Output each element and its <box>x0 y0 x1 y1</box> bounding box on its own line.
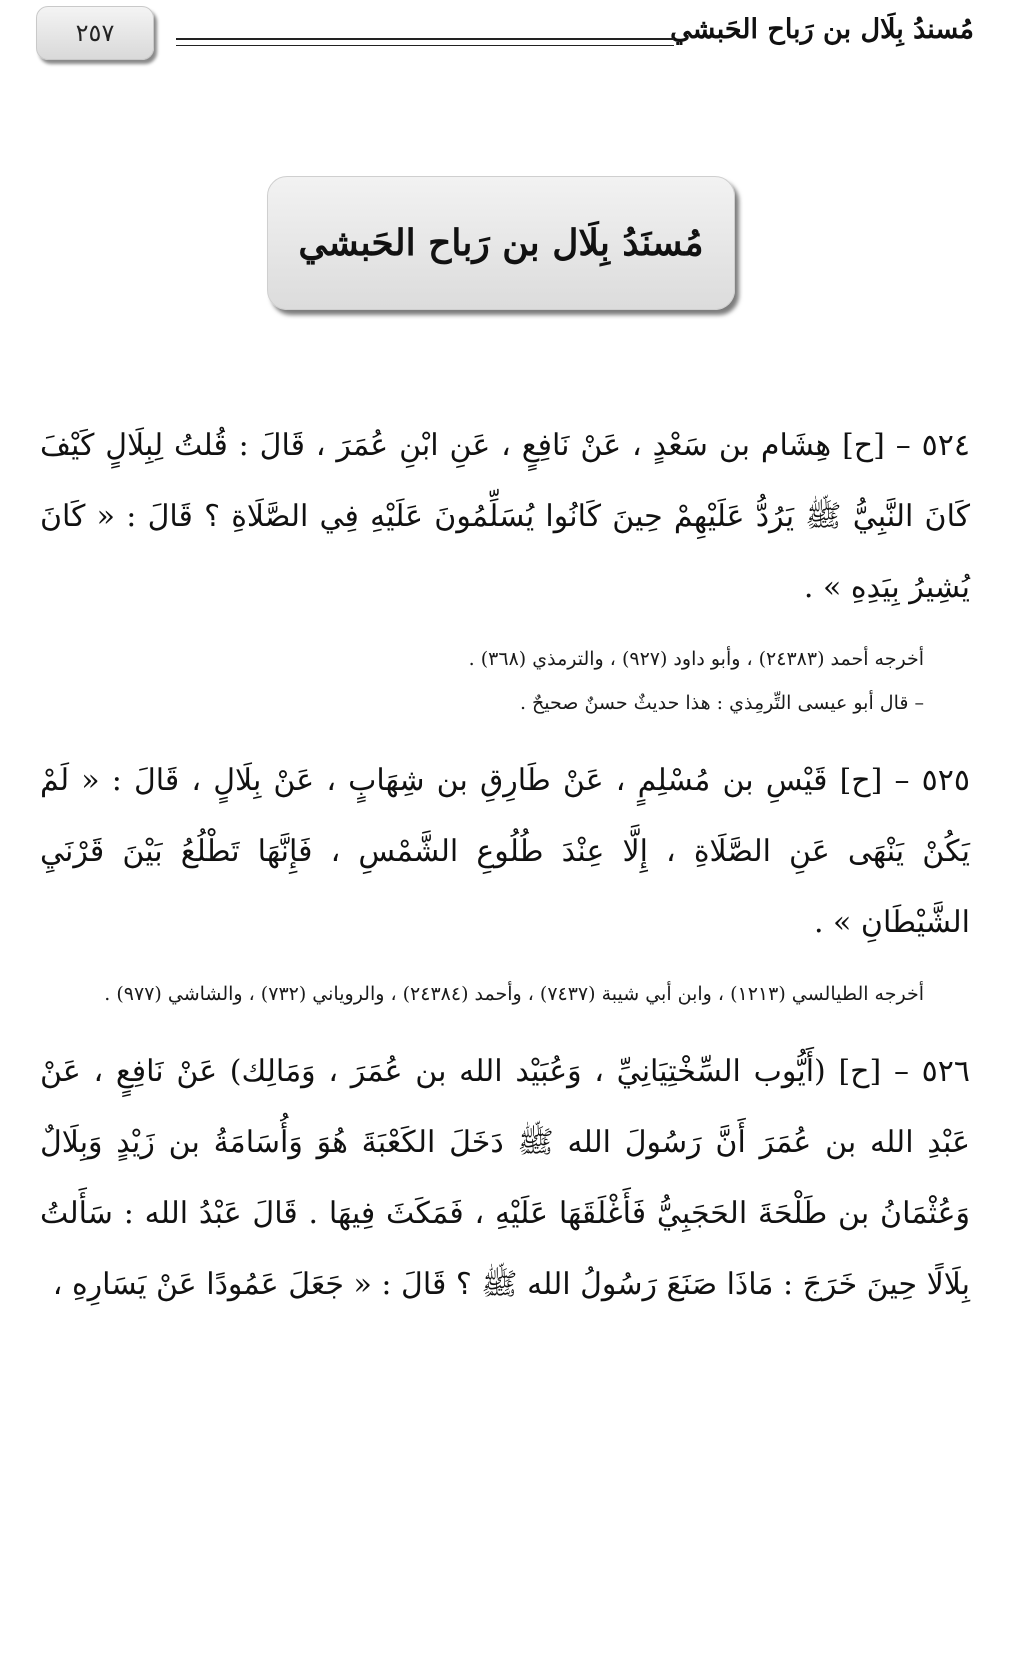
section-title: مُسنَدُ بِلَال بن رَباح الحَبشي <box>298 222 704 264</box>
hadith-text: [ح] قَيْسِ بن مُسْلِمٍ ، عَنْ طَارِقِ بن شِهَابٍ ، عَنْ بِلَالٍ ، قَالَ : « لَمْ يَكُنْ يَنْهَى عَنِ الصَّلَاةِ ، إِلَّا عِنْدَ طُلُوعِ الشَّمْسِ ، فَإِنَّهَا تَطْلُعُ بَيْنَ قَرْنَيِ الشَّيْطَانِ » . <box>40 763 970 940</box>
hadith-524 <box>40 410 970 623</box>
takhrij-line: أخرجه أحمد (٢٤٣٨٣) ، وأبو داود (٩٢٧) ، والترمذي (٣٦٨) . <box>468 648 924 670</box>
hadith-526 <box>40 1036 970 1320</box>
page-content <box>40 410 970 1320</box>
running-header <box>36 6 974 60</box>
hadith-text: [ح] (أَيُّوب السِّخْتِيَانِيِّ ، وَعُبَيْد الله بن عُمَرَ ، وَمَالِك) عَنْ نَافِعٍ ، عَنْ عَبْدِ الله بن عُمَرَ أَنَّ رَسُولَ الله ﷺ دَخَلَ الكَعْبَةَ هُوَ وَأُسَامَةُ بن زَيْدٍ وَبِلَالٌ وَعُثْمَانُ بن طَلْحَةَ الحَجَبِيُّ فَأَغْلَقَهَا عَلَيْهِ ، فَمَكَثَ فِيهَا . قَالَ عَبْدُ الله : سَأَلتُ بِلَالًا حِينَ خَرَجَ : مَاذَا صَنَعَ رَسُولُ الله ﷺ ؟ قَالَ : « جَعَلَ عَمُودًا عَنْ يَسَارِهِ ، <box>40 1054 970 1302</box>
hadith-number: ٥٢٥ – <box>894 763 971 798</box>
header-rule <box>176 38 674 46</box>
section-title-box <box>267 176 735 310</box>
hadith-text: [ح] هِشَام بن سَعْدٍ ، عَنْ نَافِعٍ ، عَنِ ابْنِ عُمَرَ ، قَالَ : قُلتُ لِبِلَالٍ كَيْفَ كَانَ النَّبِيُّ ﷺ يَرُدُّ عَلَيْهِمْ حِينَ كَانُوا يُسَلِّمُونَ عَلَيْهِ فِي الصَّلَاةِ ؟ قَالَ : « كَانَ يُشِيرُ بِيَدِهِ » . <box>40 428 970 605</box>
takhrij-line: أخرجه الطيالسي (١٢١٣) ، وابن أبي شيبة (٧٤٣٧) ، وأحمد (٢٤٣٨٤) ، والروياني (٧٣٢) ، والشاشي (٩٧٧) . <box>104 983 924 1005</box>
hadith-number: ٥٢٦ – <box>893 1054 970 1089</box>
page-number: ٢٥٧ <box>36 6 154 60</box>
hadith-number: ٥٢٤ – <box>895 428 970 463</box>
hadith-525 <box>40 745 970 958</box>
running-title: مُسندُ بِلَال بن رَباح الحَبشي <box>670 14 974 45</box>
takhrij-line: – قال أبو عيسى التِّرمِذي : هذا حديثٌ حسنٌ صحيحٌ . <box>519 692 924 714</box>
